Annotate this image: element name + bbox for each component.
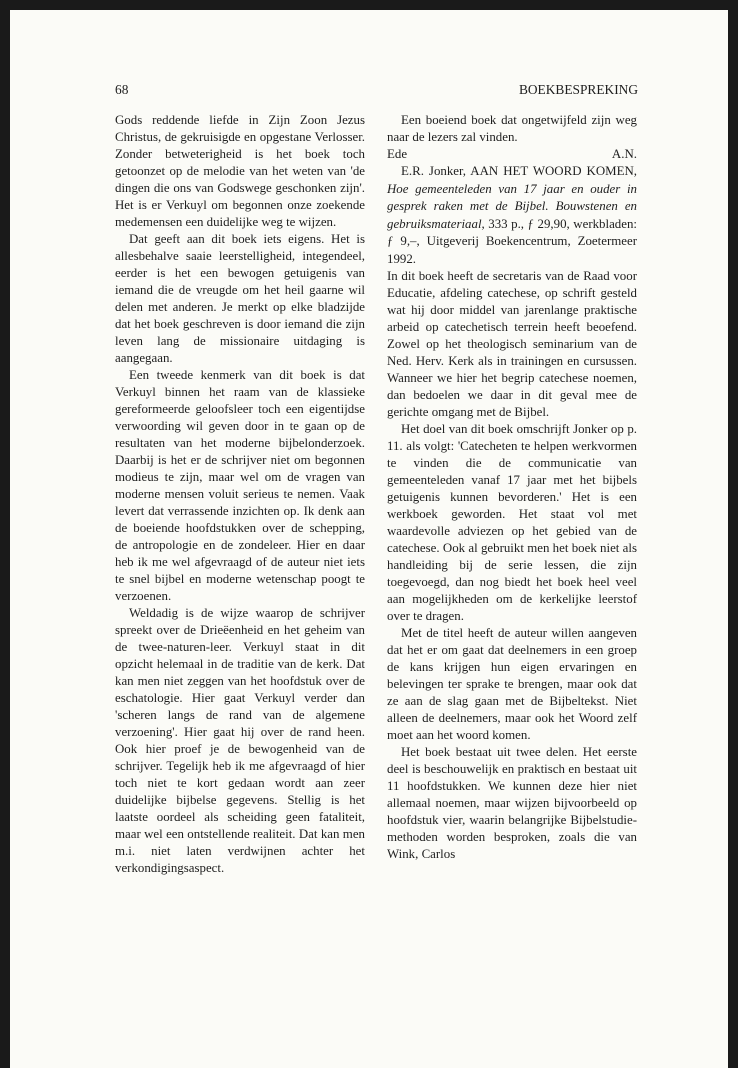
book-reference [387,163,637,268]
paragraph: Een tweede kenmerk van dit boek is dat Verkuyl binnen het raam van de klassieke gereformeerde geloofsleer toch een eigentijdse verwoording wil geven door in te gaan op de resultaten van het moderne bijbelonderzoek. Daarbij is het er de schrijver niet om begonnen modieus te zijn, maar wel om de vragen van moderne mensen voluit serieus te nemen. Vaak levert dat verrassende inzichten op. Ik denk aan de boeiende hoofdstukken over de schepping, de antropologie en de zondeleer. Hier en daar heb ik me wel afgevraagd of de auteur niet iets te snel bijbel en moderne wetenschap poogt te verzoenen. [115,368,365,603]
review-signature [387,146,637,163]
left-column [115,112,365,877]
paragraph: Het boek bestaat uit twee delen. Het eerste deel is beschouwelijk en praktisch en bestaat uit 11 hoofdstukken. We kunnen deze hier niet allemaal noemen, maar wijzen bijvoorbeeld op hoofdstuk vier, waarin belangrijke Bijbelstudie-methoden worden besproken, zoals die van Wink, Carlos [387,745,637,861]
paragraph: Het doel van dit boek omschrijft Jonker op p. 11. als volgt: 'Catecheten te helpen werkvormen te vinden die de communicatie van gemeenteleden vanaf 17 jaar met het bijbels getuigenis kunnen bevorderen.' Het is een werkboek geworden. Het staat vol met waardevolle adviezen op het gebied van de catechese. Ook al gebruikt men het boek niet als handleiding bij de serie lessen, die zijn toegevoegd, dan nog biedt het boek heel veel aan mogelijkheden om de kerkelijke leerstof over te dragen. [387,422,637,623]
page-number: 68 [115,82,129,97]
paragraph: Met de titel heeft de auteur willen aangeven dat het er om gaat dat deelnemers in een groep de kans krijgen hun eigen ervaringen en belevingen ter sprake te brengen, maar ook dat ze aan de slag gaan met de Bijbeltekst. Niet alleen de deelnemers, maar ook het Woord zelf moet aan het woord komen. [387,626,637,742]
paragraph: Dat geeft aan dit boek iets eigens. Het is allesbehalve saaie leerstelligheid, integendeel, eerder is het een bewogen getuigenis van iemand die de vreugde om het heil gaarne wil delen met anderen. Je merkt op elke bladzijde dat het boek geschreven is door iemand die zijn leven lang de missionaire uitdaging is aangegaan. [115,232,365,365]
paragraph: Een boeiend boek dat ongetwijfeld zijn weg naar de lezers zal vinden. [387,113,637,144]
reference-details: 333 p., ƒ 29,90, werkbladen: ƒ 9,–, Uitgeverij Boekencentrum, Zoetermeer 1992. [387,216,637,266]
signature-place: Ede [387,147,408,161]
paragraph: Gods reddende liefde in Zijn Zoon Jezus Christus, de gekruisigde en opgestane Verlosser. Zonder betweterigheid is het boek toch getoonzet op de melodie van het weten van 'de dingen die ons van Godswege geschonken zijn'. Het is er Verkuyl om begonnen onze zoekende medemensen een duidelijke weg te wijzen. [115,113,365,229]
reference-author-title: E.R. Jonker, AAN HET WOORD KOMEN, [401,164,637,178]
running-header [115,82,638,98]
section-title: BOEKBESPREKING [518,82,638,97]
book-page [10,10,728,1068]
paragraph: Weldadig is de wijze waarop de schrijver spreekt over de Drieëenheid en het geheim van de twee-naturen-leer. Verkuyl staat in dit opzicht helemaal in de traditie van de kerk. Dat kan men niet zeggen van het hoofdstuk over de eschatologie. Hier gaat Verkuyl verder dan 'scheren langs de rand van de algemene verzoening'. Hier gaat hij over de rand heen. Ook hier proef je de bewogenheid van de schrijver. Tegelijk heb ik me afgevraagd of hier toch niet te kort gedaan wordt aan zeer duidelijke bijbelse gegevens. Stellig is het laatste oordeel als scheiding geen fataliteit, maar wel een ontstellende realiteit. Dat kan men m.i. niet laten verdwijnen achter het verkondigingsaspect. [115,606,365,875]
right-column [387,112,637,863]
signature-initials: A.N. [611,147,637,161]
reference-subtitle: Hoe gemeenteleden van 17 jaar en ouder in gesprek raken met de Bijbel. Bouwstenen en gebruiksmateriaal, [387,181,637,231]
paragraph: In dit boek heeft de secretaris van de Raad voor Educatie, afdeling catechese, op schrift gesteld wat hij door middel van jarenlange praktische arbeid op catechetisch terrein heeft beoefend. Zowel op het theologisch seminarium van de Ned. Herv. Kerk als in trainingen en cursussen. Wanneer we hier het begrip catechese noemen, dan bedoelen we daar in dit geval mee de gerichte omgang met de Bijbel. [387,269,637,419]
